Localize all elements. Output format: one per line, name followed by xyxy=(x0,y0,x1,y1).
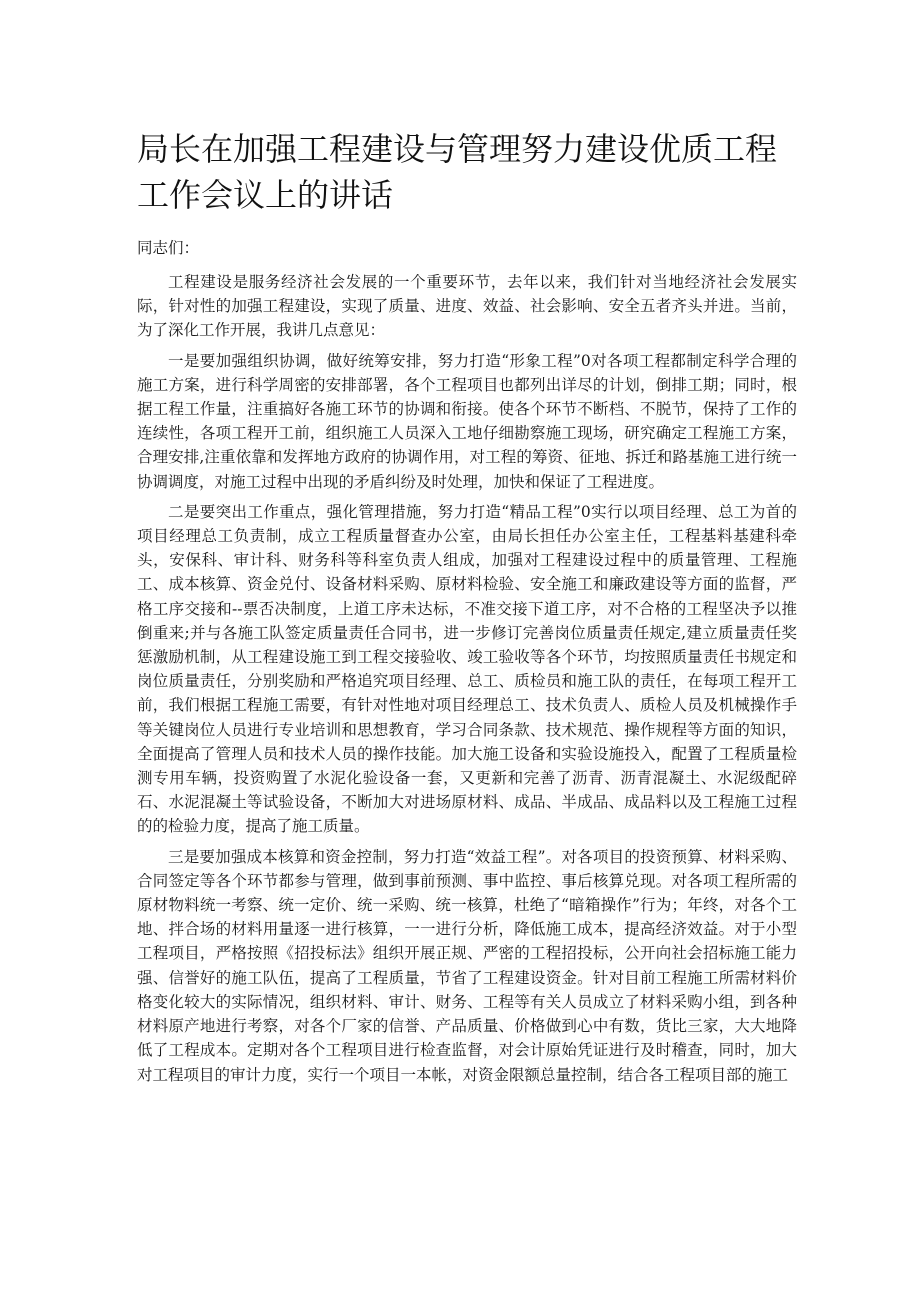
salutation: 同志们： xyxy=(137,239,200,257)
paragraph-point-one: 一是要加强组织协调，做好统筹安排，努力打造“形象工程”0对各项工程都制定科学合理的施工方案，进行科学周密的安排部署，各个工程项目也都列出详尽的计划，倒排工期；同时，根据工程工作量，注重搞好各施工环节的协调和衔接。使各个环节不断档、不脱节，保持了工作的连续性，各项工程开工前，组织施工人员深入工地仔细勘察施工现场，研究确定工程施工方案，合理安排,注重依靠和发挥地方政府的协调作用，对工程的筹资、征地、拆迁和路基施工进行统一协调调度，对施工过程中出现的矛盾纠纷及时处理，加快和保证了工程进度。 xyxy=(137,351,797,491)
document-page xyxy=(137,126,797,1093)
paragraph-point-two: 二是要突出工作重点，强化管理措施，努力打造“精品工程”0实行以项目经理、总工为首的项目经理总工负责制，成立工程质量督查办公室，由局长担任办公室主任，工程基料基建科牵头，安保科、审计科、财务科等科室负责人组成，加强对工程建设过程中的质量管理、工程施工、成本核算、资金兑付、设备材料采购、原材料检验、安全施工和廉政建设等方面的监督，严格工序交接和--票否决制度，上道工序未达标，不准交接下道工序，对不合格的工程坚决予以推倒重来;并与各施工队签定质量责任合同书，进一步修订完善岗位质量责任规定,建立质量责任奖惩激励机制，从工程建设施工到工程交接验收、竣工验收等各个环节，均按照质量责任书规定和岗位质量责任，分别奖励和严格追究项目经理、总工、质检员和施工队的责任，在每项工程开工前，我们根据工程施工需要，有针对性地对项目经理总工、技术负责人、质检人员及机械操作手等关键岗位人员进行专业培训和思想教育，学习合同条款、技术规范、操作规程等方面的知识，全面提高了管理人员和技术人员的操作技能。加大施工设备和实验设施投入，配置了工程质量检测专用车辆，投资购置了水泥化验设备一套，又更新和完善了沥青、沥青混凝土、水泥级配碎石、水泥混凝土等试验设备，不断加大对进场原材料、成品、半成品、成品料以及工程施工过程的的检验力度，提高了施工质量。 xyxy=(137,502,797,836)
paragraph-intro: 工程建设是服务经济社会发展的一个重要环节，去年以来，我们针对当地经济社会发展实际，针对性的加强工程建设，实现了质量、进度、效益、社会影响、安全五者齐头并进。当前，为了深化工作开展，我讲几点意见： xyxy=(137,273,797,340)
document-title: 局长在加强工程建设与管理努力建设优质工程工作会议上的讲话 xyxy=(137,130,778,214)
paragraph-point-three: 三是要加强成本核算和资金控制，努力打造“效益工程”。对各项目的投资预算、材料采购、合同签定等各个环节都参与管理，做到事前预测、事中监控、事后核算兑现。对各项工程所需的原材物料统一考察、统一定价、统一采购、统一核算，杜绝了“暗箱操作”行为；年终，对各个工地、拌合场的材料用量逐一进行核算，一一进行分析，降低施工成本，提高经济效益。对于小型工程项目，严格按照《招投标法》组织开展正规、严密的工程招投标，公开向社会招标施工能力强、信誉好的施工队伍，提高了工程质量，节省了工程建设资金。针对目前工程施工所需材料价格变化较大的实际情况，组织材料、审计、财务、工程等有关人员成立了材料采购小组，到各种材料原产地进行考察，对各个厂家的信誉、产品质量、价格做到心中有数，货比三家，大大地降低了工程成本。定期对各个工程项目进行检查监督，对会计原始凭证进行及时稽查，同时，加大对工程项目的审计力度，实行一个项目一本帐，对资金限额总量控制，结合各工程项目部的施工 xyxy=(137,847,797,1084)
